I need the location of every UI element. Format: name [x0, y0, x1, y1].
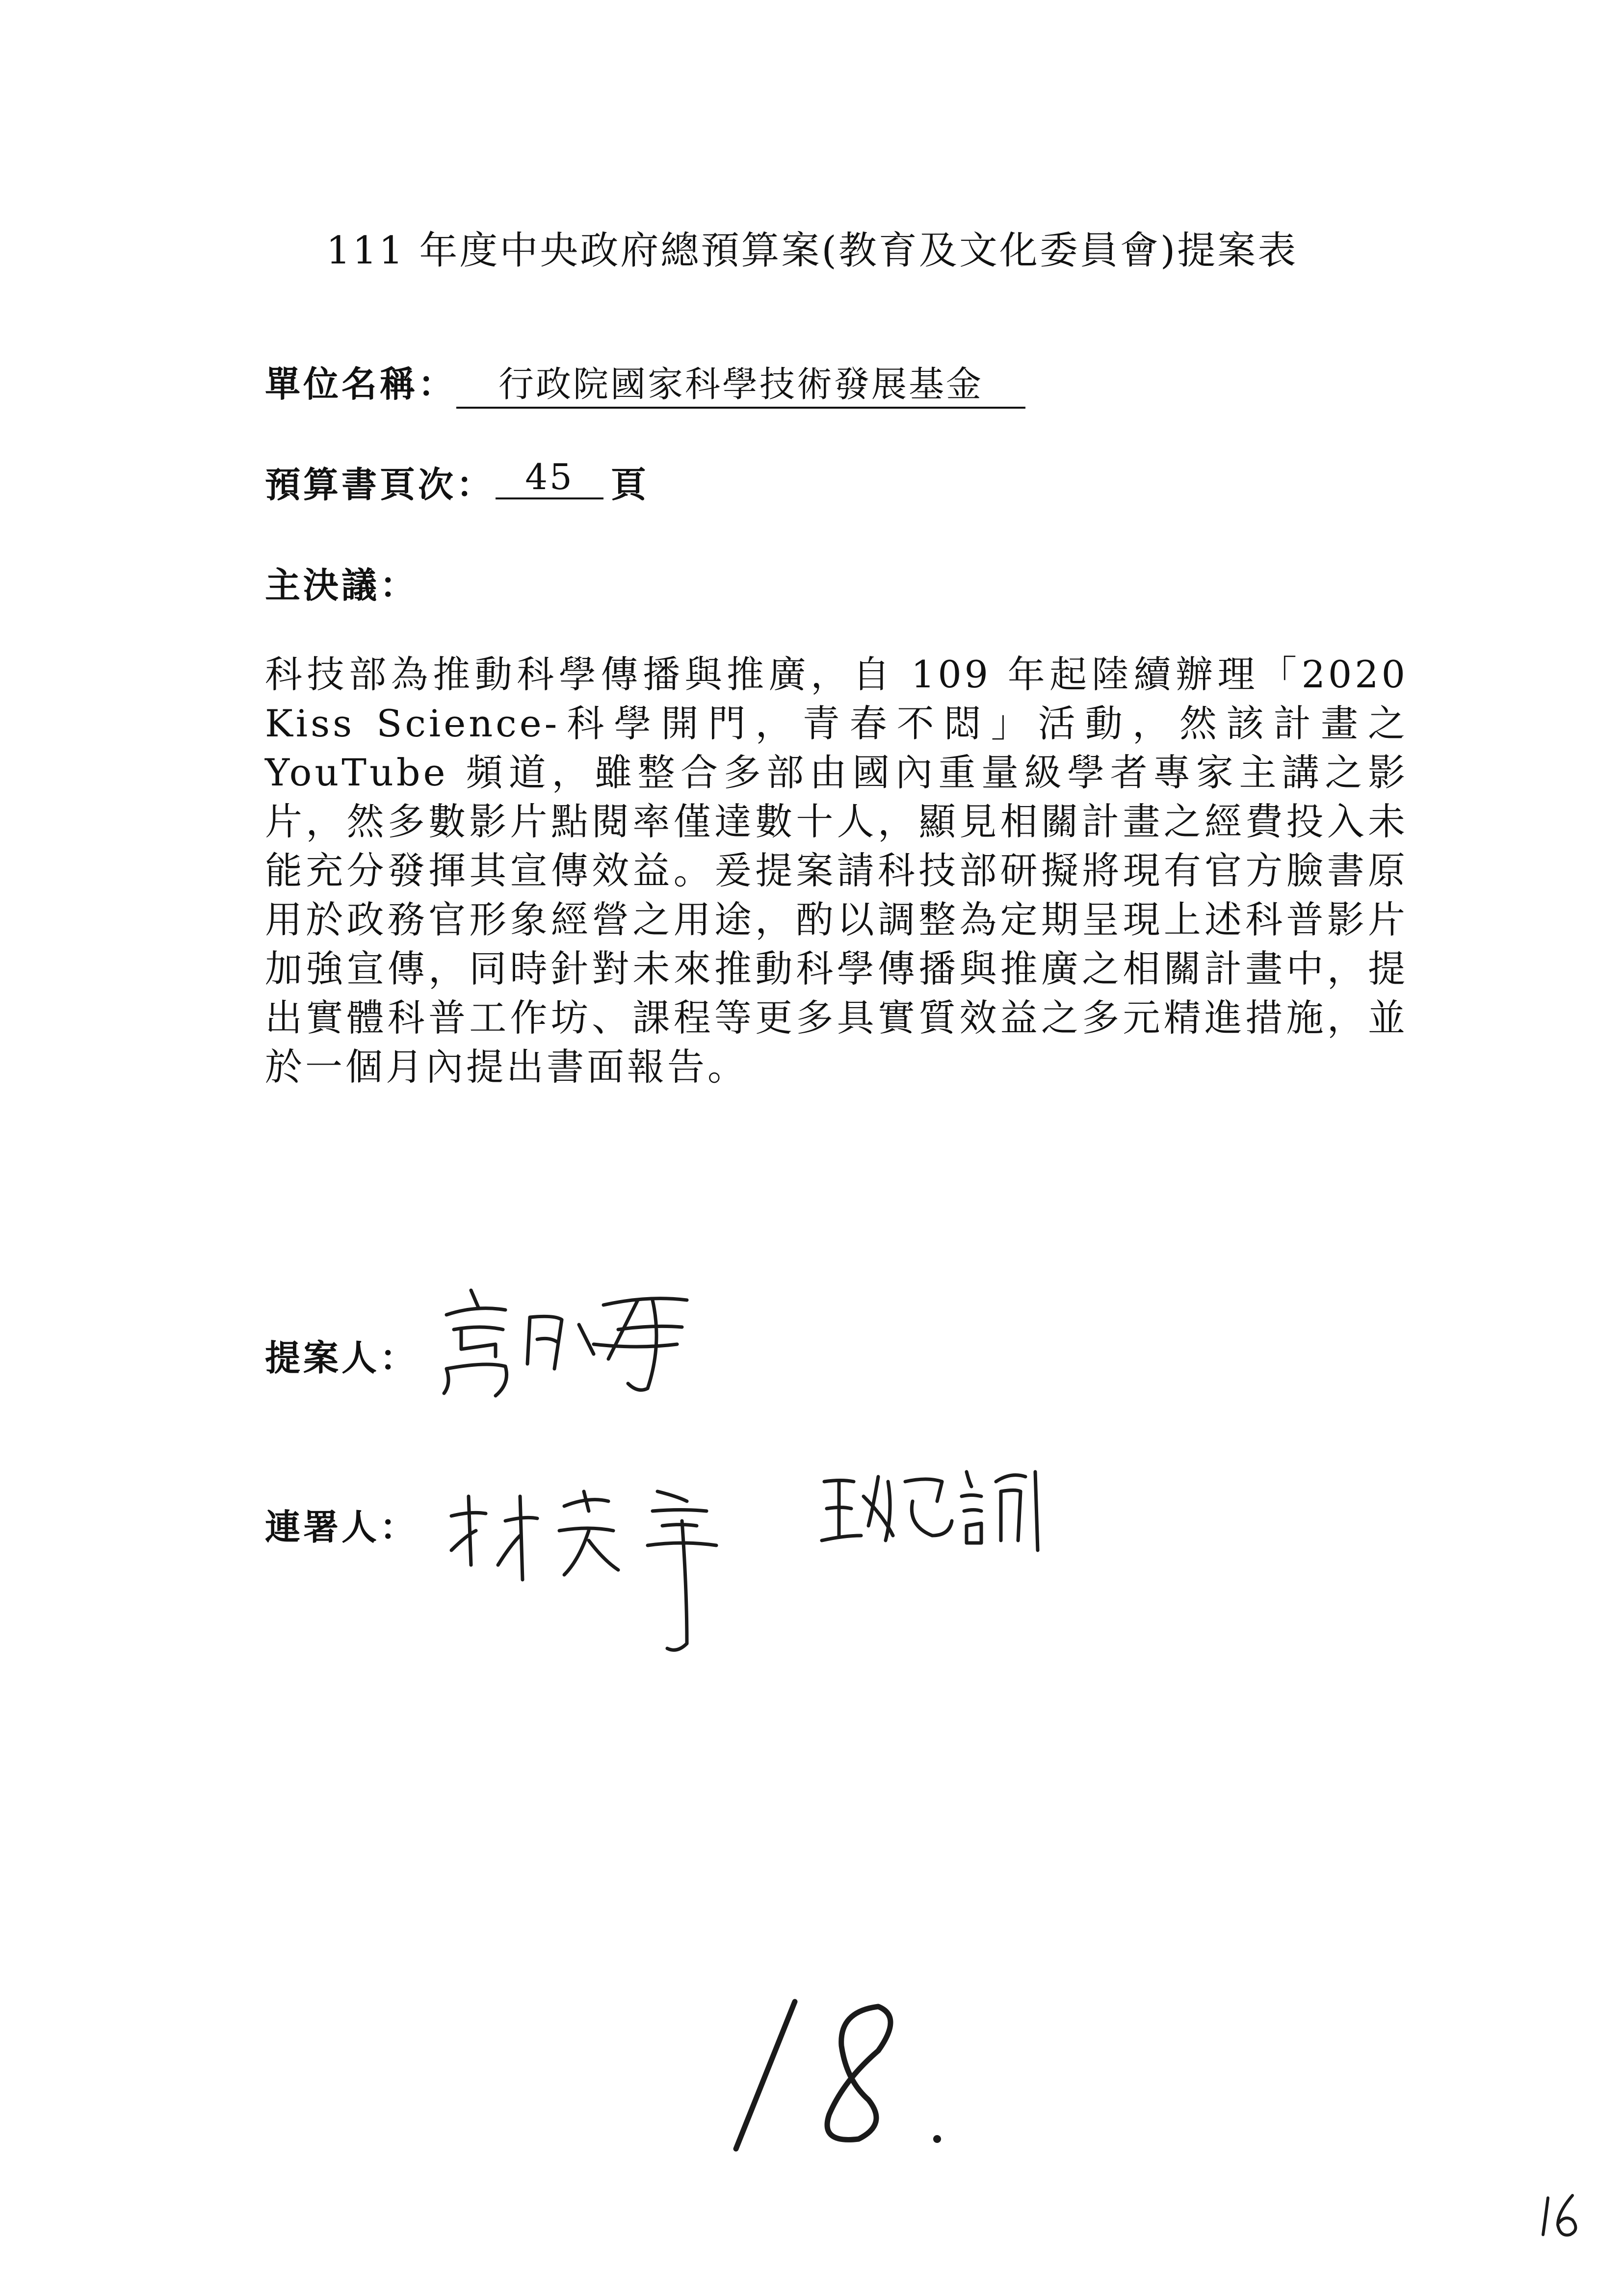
proposer-label: 提案人： [265, 1337, 419, 1379]
document-title: 111 年度中央政府總預算案(教育及文化委員會)提案表 [326, 229, 1298, 273]
handwritten-number [716, 1982, 971, 2178]
resolution-body: 科技部為推動科學傳播與推廣，自 109 年起陸續辦理「2020 Kiss Science-科學開門，青春不悶」活動，然該計畫之YouTube 頻道，雖整合多部由國內重量級學者專家主講之影片，然多數影片點閱率僅達數十人，顯見相關計畫之經費投入未能充分發揮其宣傳效益。爰提案請科技部研擬將現有官方臉書原用於政務官形象經營之用途，酌以調整為定期呈現上述科普影片加強宣傳，同時針對未來推動科學傳播與推廣之相關計畫中，提出實體科普工作坊、課程等更多具實質效益之多元精進措施，並於一個月內提出書面報告。 [265, 652, 1408, 1089]
budget-page-value: 45 [496, 456, 603, 499]
page-number [1536, 2188, 1590, 2242]
unit-label: 單位名稱： [265, 364, 457, 405]
cosigner-signature-2 [819, 1462, 1065, 1560]
cosigner-label: 連署人： [265, 1507, 419, 1548]
cosigner-signature-1 [442, 1467, 775, 1663]
budget-page-suffix: 頁 [611, 464, 650, 505]
proposer-signature [432, 1271, 707, 1398]
unit-value: 行政院國家科學技術發展基金 [456, 356, 1025, 409]
budget-page-label: 預算書頁次： [265, 464, 495, 505]
resolution-label: 主決議： [265, 565, 419, 606]
